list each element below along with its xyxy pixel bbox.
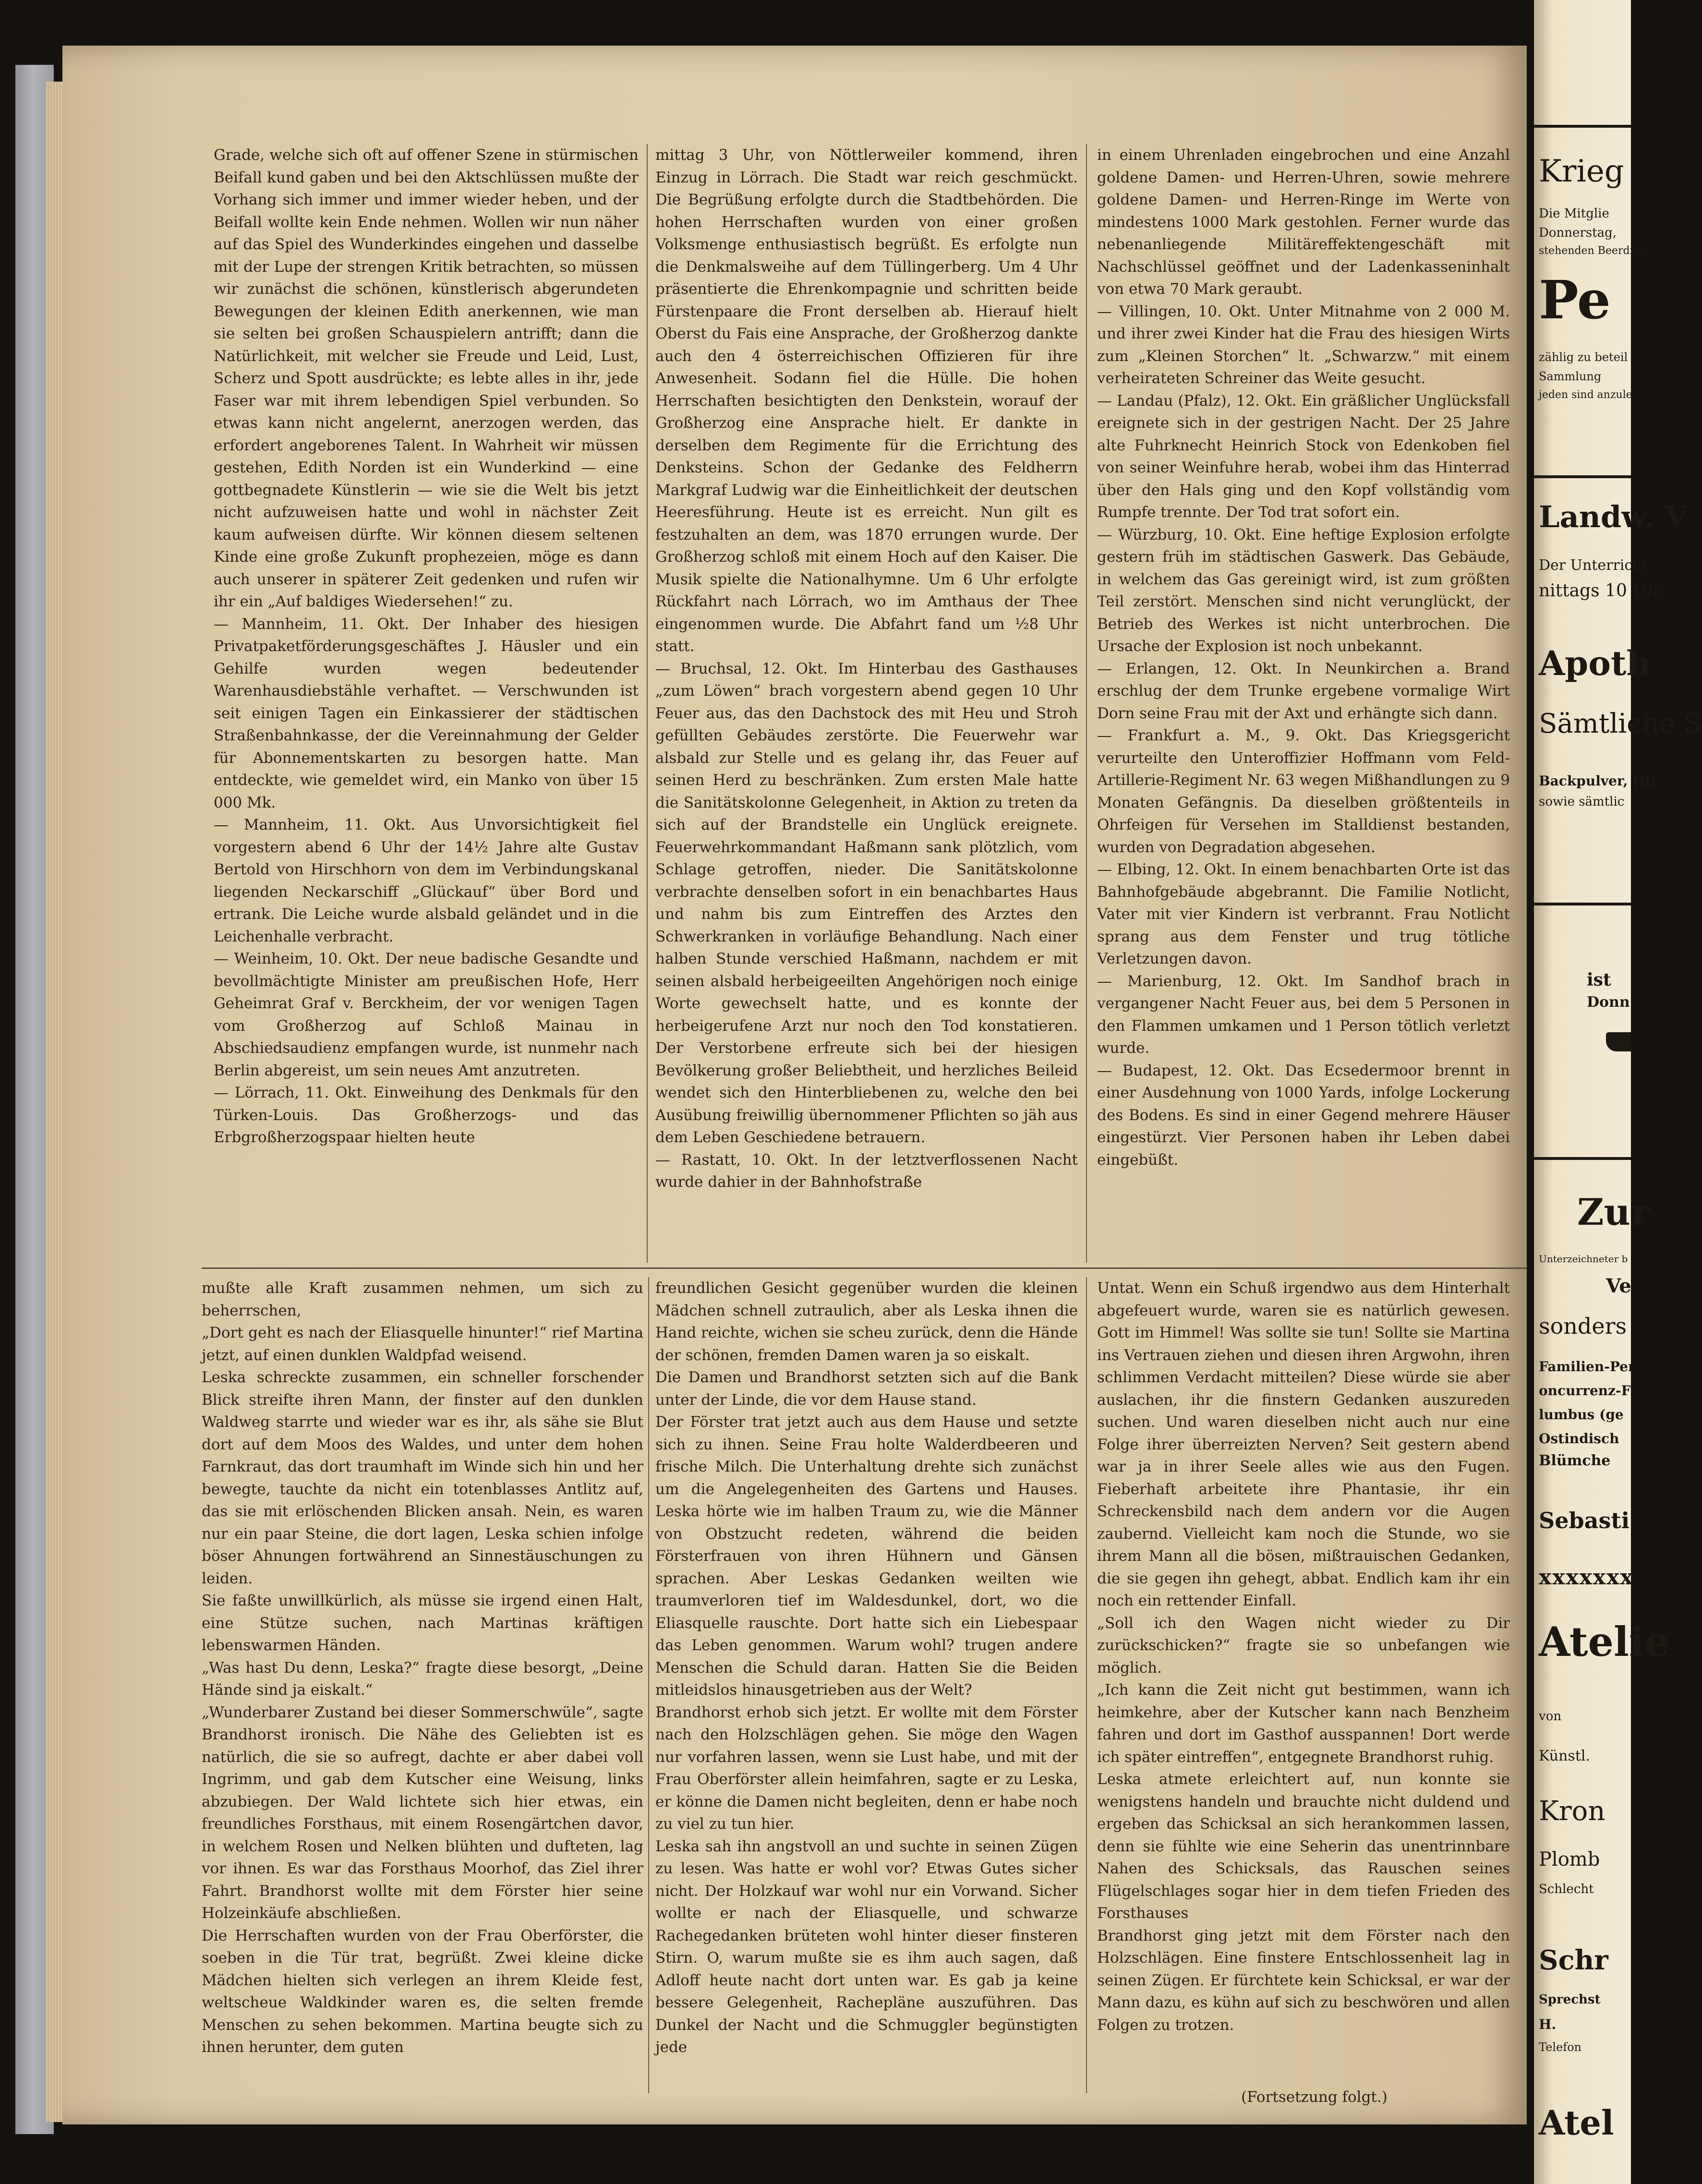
ad-text: Atelie [1539, 1618, 1670, 1665]
pointing-hand-icon [1606, 1032, 1631, 1051]
ad-text: stehenden Beerdigu [1539, 245, 1647, 257]
adjacent-page-ads [1534, 0, 1702, 2184]
ad-text: Ostindisch [1539, 1431, 1619, 1447]
ad-text: von [1539, 1709, 1562, 1724]
column-divider [1086, 1277, 1087, 2093]
column-divider [647, 144, 648, 1263]
ad-text: Plomb [1539, 1848, 1600, 1870]
ad-text: sowie sämtlic [1539, 795, 1625, 809]
ad-text: Donnerstag, [1539, 226, 1617, 240]
ad-text: Telefon [1539, 2040, 1582, 2054]
story-column-middle-text: freundlichen Gesicht gegenüber wurden die kleinen Mädchen schnell zutraulich, aber als Leska ihnen die Hand reichte, wichen sie scheu zurück, denn die Hände der schönen, fremden Damen waren ja so eiskalt. Die Damen und Brandhorst setzten sich auf die Bank unter der Linde, die vor dem Hause stand. Der Förster trat jetzt auch aus dem Hause und setzte sich zu ihnen. Seine Frau holte Walderdbeeren und frische Milch. Die Unterhaltung drehte sich zunächst um die Angelegenheiten des Gartens und Hauses. Leska hörte wie im halben Traum zu, wie die Männer von Obstzucht redeten, während die beiden Försterfrauen von ihren Hühnern und Gänsen sprachen. Aber Leskas Gedanken weilten wie traumverloren tief im Waldesdunkel, dort, wo die Eliasquelle rauschte. Dort hatte sich ein Liebespaar das Leben genommen. Warum wohl? trugen andere Menschen die Schuld daran. Hatten Sie die Beiden mitleidslos hinausgetrieben aus der Welt? Brandhorst erhob sich jetzt. Er wollte mit dem Förster nach den Holzschlägen gehen. Sie möge den Wagen nur vorfahren lassen, wenn sie Lust habe, und mit der Frau Oberförster allein heimfahren, sagte er zu Leska, er könne die Damen nicht begleiten, denn er habe noch zu viel zu tun hier. Leska sah ihn angstvoll an und suchte in seinen Zügen zu lesen. Was hatte er wohl vor? Etwas Gutes sicher nicht. Der Holzkauf war wohl nur ein Vorwand. Sicher wollte er nach der Eliasquelle, und schwarze Rachegedanken brüteten wohl hinter dieser finsteren Stirn. O, warum mußte sie es ihm auch sagen, daß Adloff heute nacht dort unten war. Es gab ja keine bessere Gelegenheit, Rachepläne auszuführen. Das Dunkel der Nacht und die Schmuggler begünstigten jede [655, 1279, 1078, 2056]
news-column-left-text: Grade, welche sich oft auf offener Szene in stürmischen Beifall kund gaben und bei den Aktschlüssen mußte der Vorhang sich immer und immer wieder heben, und der Beifall wollte kein Ende nehmen. Wollen wir nun näher auf das Spiel des Wunderkindes eingehen und dasselbe mit der Lupe der strengen Kritik betrachten, so müssen wir zunächst die schönen, künstlerisch abgerundeten Bewegungen der kleinen Edith anerkennen, wie man sie selten bei großen Schauspielern antrifft; dann die Natürlichkeit, mit welcher sie Freude und Leid, Lust, Scherz und Spott ausdrückte; es lebte alles in ihr, jede Faser war mit ihrem lebendigen Spiel verbunden. So etwas kann nicht angelernt, anerzogen werden, das erfordert angeborenes Talent. In Wahrheit wir müssen gestehen, Edith Norden ist ein Wunderkind — eine gottbegnadete Künstlerin — wie sie die Welt bis jetzt nicht aufzuweisen hatte und wohl in nächster Zeit kaum aufweisen dürfte. Wir können diesem seltenen Kinde eine große Zukunft prophezeien, möge es dann auch unserer in späterer Zeit gedenken und rufen wir ihr ein „Auf baldiges Wiedersehen!“ zu. — Mannheim, 11. Okt. Der Inhaber des hiesigen Privatpaketförderungsgeschäftes J. Häusler und ein Gehilfe wurden wegen bedeutender Warenhausdiebstähle verhaftet. — Verschwunden ist seit einigen Tagen ein Einkassierer der städtischen Straßenbahnkasse, der die Vereinnahmung der Gelder für Abonnementskarten zu besorgen hatte. Man entdeckte, wie gemeldet wird, ein Manko von über 15 000 Mk. — Mannheim, 11. Okt. Aus Unvorsichtigkeit fiel vorgestern abend 6 Uhr der 14½ Jahre alte Gustav Bertold von Hirschhorn von dem im Verbindungskanal liegenden Neckarschiff „Glückauf“ über Bord und ertrank. Die Leiche wurde alsbald geländet und in die Leichenhalle verbracht. — Weinheim, 10. Okt. Der neue badische Gesandte und bevollmächtigte Minister am preußischen Hofe, Herr Geheimrat Graf v. Berckheim, der vor wenigen Tagen vom Großherzog auf Schloß Mainau in Abschiedsaudienz empfangen wurde, ist nunmehr nach Berlin abgereist, um sein neues Amt anzutreten. — Lörrach, 11. Okt. Einweihung des Denkmals für den Türken-Louis. Das Großherzogs- und das Erbgroßherzogspaar hielten heute [214, 146, 639, 1146]
ad-text: Pe [1539, 269, 1611, 331]
ad-text: Backpulver, Hir [1539, 773, 1657, 789]
ad-text: ist [1587, 970, 1611, 990]
ad-text: Apoth [1539, 643, 1651, 683]
ad-text: Donn [1587, 994, 1630, 1011]
ad-text: Krieg [1539, 154, 1624, 189]
ad-text: xxxxxxx [1539, 1565, 1634, 1590]
ad-text: Familien-Per [1539, 1359, 1635, 1375]
column-divider [648, 1277, 649, 2093]
ad-text: Die Mitglie [1539, 206, 1609, 221]
ad-rule [1534, 125, 1631, 128]
continuation-note: (Fortsetzung folgt.) [1241, 2088, 1388, 2106]
ad-text: Blümche [1539, 1452, 1611, 1469]
ad-text: Kron [1539, 1796, 1605, 1827]
story-column-middle [655, 1277, 1078, 2088]
ad-text: lumbus (ge [1539, 1407, 1624, 1423]
news-column-right-text: in einem Uhrenladen eingebrochen und eine Anzahl goldene Damen- und Herren-Uhren, sowie mehrere goldene Damen- und Herren-Ringe im Werte von mindestens 1000 Mark gestohlen. Ferner wurde das nebenanliegende Militäreffektengeschäft mit Nachschlüssel geöffnet und der Ladenkasseninhalt von etwa 70 Mark geraubt. — Villingen, 10. Okt. Unter Mitnahme von 2 000 M. und ihrer zwei Kinder hat die Frau des hiesigen Wirts zum „Kleinen Storchen“ lt. „Schwarzw.“ mit einem verheirateten Schreiner das Weite gesucht. — Landau (Pfalz), 12. Okt. Ein gräßlicher Unglücksfall ereignete sich in der gestrigen Nacht. Der 25 Jahre alte Fuhrknecht Heinrich Stock von Edenkoben fiel von seiner Weinfuhre herab, wobei ihm das Hinterrad über den Hals ging und den Kopf vollständig vom Rumpfe trennte. Der Tod trat sofort ein. — Würzburg, 10. Okt. Eine heftige Explosion erfolgte gestern früh im städtischen Gaswerk. Das Gebäude, in welchem das Gas gereinigt wird, ist zum größten Teil zerstört. Menschen sind nicht verunglückt, der Betrieb des Werkes ist nicht unterbrochen. Die Ursache der Explosion ist noch unbekannt. — Erlangen, 12. Okt. In Neunkirchen a. Brand erschlug der dem Trunke ergebene vormalige Wirt Dorn seine Frau mit der Axt und erhängte sich dann. — Frankfurt a. M., 9. Okt. Das Kriegsgericht verurteilte den Unteroffizier Hoffmann vom Feld-Artillerie-Regiment Nr. 63 wegen Mißhandlungen zu 9 Monaten Gefängnis. Da dieselben größtenteils in Ohrfeigen für Versehen im Stalldienst bestanden, wurden von Degradation abgesehen. — Elbing, 12. Okt. In einem benachbarten Orte ist das Bahnhofgebäude abgebrannt. Die Familie Notlicht, Vater mit vier Kindern ist verbrannt. Frau Notlicht sprang aus dem Fenster und trug tötliche Verletzungen davon. — Marienburg, 12. Okt. Im Sandhof brach in vergangener Nacht Feuer aus, bei dem 5 Personen in den Flammen umkamen und 1 Person tötlich verletzt wurde. — Budapest, 12. Okt. Das Ecsedermoor brennt in einer Ausdehnung von 1000 Yards, infolge Lockerung des Bodens. Es sind in einer Gegend mehrere Häuser eingestürzt. Vier Personen haben ihr Leben dabei eingebüßt. [1097, 146, 1510, 1169]
ad-text: Sprechst [1539, 1992, 1601, 2007]
feuilleton-separator [202, 1267, 1527, 1269]
story-column-right-text: Untat. Wenn ein Schuß irgendwo aus dem Hinterhalt abgefeuert wurde, waren sie es natürlich gewesen. Gott im Himmel! Was sollte sie tun! Sollte sie Martina ins Vertrauen ziehen und diesen ihren Argwohn, ihren schlimmen Verdacht mitteilen? Diese würde sie aber auslachen, ihr die finstern Gedanken auszureden suchen. Und waren dieselben nicht auch nur eine Folge ihrer überreizten Nerven? Seit gestern abend war ja in ihrer Seele alles wie aus den Fugen. Fieberhaft arbeitete ihre Phantasie, ihr ein Schreckensbild nach dem andern vor die Augen zaubernd. Vielleicht kam noch die Stunde, wo sie ihrem Mann all die bösen, mißtrauischen Gedanken, die sie gegen ihn gehegt, abbat. Endlich kam ihr ein noch ein rettender Einfall. „Soll ich den Wagen nicht wieder zu Dir zurückschicken?“ fragte sie so unbefangen wie möglich. „Ich kann die Zeit nicht gut bestimmen, wann ich heimkehre, aber der Kutscher kann nach Benzheim fahren und dort im Gasthof ausspannen! Dort werde ich später eintreffen“, entgegnete Brandhorst ruhig. Leska atmete erleichtert auf, nun konnte sie wenigstens handeln und brauchte nicht duldend und ergeben das Schicksal an sich herankommen lassen, denn sie fühlte wie eine Seherin das unentrinnbare Nahen des Schicksals, das Rauschen seines Flügelschlages sogar hier in dem tiefen Frieden des Forsthauses Brandhorst ging jetzt mit dem Förster nach den Holzschlägen. Eine finstere Entschlossenheit lag in seinen Zügen. Er fürchtete kein Schicksal, er war der Mann dazu, es kühn auf sich zu beschwören und allen Folgen zu trotzen. [1097, 1279, 1510, 2034]
ad-text: Schr [1539, 1944, 1608, 1976]
ad-rule [1534, 475, 1631, 478]
ad-text: Sebasti [1539, 1508, 1630, 1533]
news-column-middle [655, 144, 1078, 1258]
column-divider [1086, 144, 1087, 1263]
ad-text: Landw. V [1539, 499, 1688, 534]
news-column-left [214, 144, 639, 1258]
ad-text: Zur [1577, 1191, 1650, 1233]
ad-text: Unterzeichneter b [1539, 1253, 1628, 1265]
ad-text: Sammlung [1539, 370, 1602, 383]
ad-text: oncurrenz-F [1539, 1383, 1631, 1399]
story-column-left-text: mußte alle Kraft zusammen nehmen, um sich zu beherrschen, „Dort geht es nach der Eliasquelle hinunter!“ rief Martina jetzt, auf einen dunklen Waldpfad weisend. Leska schreckte zusammen, ein schneller forschender Blick streifte ihren Mann, der finster auf den dunklen Waldweg starrte und wieder war es ihr, als sähe sie Blut dort auf dem Moos des Waldes, und unter dem hohen Farnkraut, das dort traumhaft im Winde sich hin und her bewegte, tauchte da nicht ein totenblasses Antlitz auf, das sie mit erlöschenden Blicken ansah. Nein, es waren nur ein paar Steine, die dort lagen, Leska schien infolge böser Ahnungen fortwährend an Sinnestäuschungen zu leiden. Sie faßte unwillkürlich, als müsse sie irgend einen Halt, eine Stütze suchen, nach Martinas kräftigen lebenswarmen Händen. „Was hast Du denn, Leska?“ fragte diese besorgt, „Deine Hände sind ja eiskalt.“ „Wunderbarer Zustand bei dieser Sommerschwüle“, sagte Brandhorst ironisch. Die Nähe des Geliebten ist es natürlich, die sie so aufregt, dachte er aber dabei voll Ingrimm, und gab dem Kutscher eine Weisung, links abzubiegen. Der Wald lichtete sich hier etwas, ein freundliches Forsthaus, mit einem Rosengärtchen davor, in welchem Rosen und Nelken blühten und dufteten, lag vor ihnen. Es war das Forsthaus Moorhof, das Ziel ihrer Fahrt. Brandhorst wollte mit dem Förster hier seine Holzeinkäufe abschließen. Die Herrschaften wurden von der Frau Oberförster, die soeben in die Tür trat, begrüßt. Zwei kleine dicke Mädchen hielten sich verlegen an ihrem Kleide fest, weltscheue Waldkinder waren es, die selten fremde Menschen zu sehen bekommen. Martina beugte sich zu ihnen herunter, dem guten [202, 1279, 643, 2056]
ad-text: jeden sind anzule [1539, 389, 1632, 401]
story-column-right [1097, 1277, 1510, 2084]
ad-text: sonders [1539, 1313, 1627, 1339]
ad-text: nittags 10 Uhr [1539, 581, 1667, 601]
ad-rule [1534, 1157, 1631, 1160]
ad-text: Schlecht [1539, 1882, 1594, 1896]
news-column-middle-text: mittag 3 Uhr, von Nöttlerweiler kommend, ihren Einzug in Lörrach. Die Stadt war reich geschmückt. Die Begrüßung erfolgte durch die Stadtbehörden. Die hohen Herrschaften wurden von einer großen Volksmenge enthusiastisch begrüßt. Es erfolgte nun die Denkmalsweihe auf dem Tüllingerberg. Um 4 Uhr präsentierte die Ehrenkompagnie und schritten beide Fürstenpaare die Front derselben ab. Hierauf hielt Oberst du Fais eine Ansprache, der Großherzog dankte auch den 4 österreichischen Offizieren für ihre Anwesenheit. Sodann fiel die Hülle. Die hohen Herrschaften besichtigten den Denkstein, worauf der Großherzog eine Ansprache hielt. Er dankte in derselben dem Regimente für die Errichtung des Denksteins. Schon der Gedanke des Feldherrn Markgraf Ludwig war die Einheitlichkeit der deutschen Heeresführung. Heute ist es erreicht. Nun gilt es festzuhalten an dem, was 1870 errungen wurde. Der Großherzog schloß mit einem Hoch auf den Kaiser. Die Musik spielte die Nationalhymne. Um 6 Uhr erfolgte Rückfahrt nach Lörrach, wo im Amthaus der Thee eingenommen wurde. Die Abfahrt fand um ½8 Uhr statt. — Bruchsal, 12. Okt. Im Hinterbau des Gasthauses „zum Löwen“ brach vorgestern abend gegen 10 Uhr Feuer aus, das den Dachstock des mit Heu und Stroh gefüllten Gebäudes zerstörte. Die Feuerwehr war alsbald zur Stelle und es gelang ihr, das Feuer auf seinen Herd zu beschränken. Zum ersten Male hatte die Sanitätskolonne Gelegenheit, in Aktion zu treten da sich auf der Brandstelle ein Unglück ereignete. Feuerwehrkommandant Haßmann sank plötzlich, vom Schlage getroffen, nieder. Die Sanitätskolonne verbrachte denselben sofort in ein benachbartes Haus und nahm bis zum Eintreffen des Arztes den Schwerkranken in vorläufige Behandlung. Nach einer halben Stunde verschied Haßmann, nachdem er mit seinen alsbald herbeigeeilten Angehörigen noch einige Worte gewechselt hatte, und es konnte der herbeigerufene Arzt nur noch den Tod konstatieren. Der Verstorbene erfreute sich bei der hiesigen Bevölkerung großer Beliebtheit, und herzliches Beileid wendet sich den Hinterbliebenen zu, welche den bei Ausübung freiwillig übernommener Pflichten so jäh aus dem Leben Geschiedene betrauern. — Rastatt, 10. Okt. In der letztverflossenen Nacht wurde dahier in der Bahnhofstraße [655, 146, 1078, 1191]
ad-text: Ve [1606, 1275, 1631, 1297]
ad-text: H. [1539, 2016, 1557, 2032]
news-column-right [1097, 144, 1510, 1258]
ad-text: Atel [1539, 2103, 1614, 2143]
ad-text: Künstl. [1539, 1748, 1590, 1764]
ad-text: Der Unterricht [1539, 557, 1648, 574]
ad-text: zählig zu beteil [1539, 350, 1628, 364]
story-column-left [202, 1277, 643, 2088]
ad-rule [1534, 903, 1631, 905]
ad-text: Sämtliche S [1539, 708, 1702, 739]
